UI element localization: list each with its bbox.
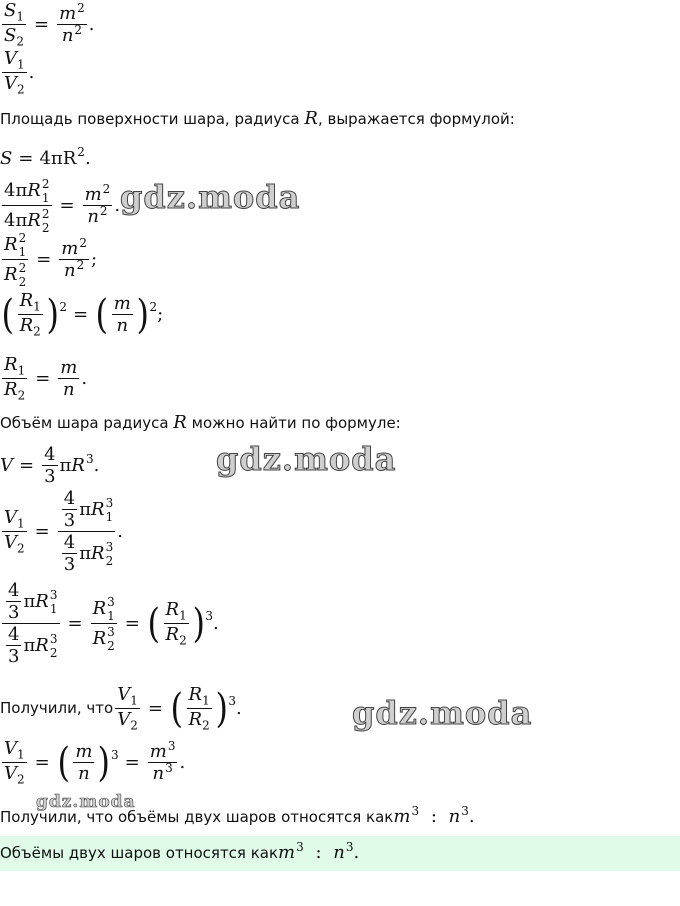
- equation-area-ratio-radius: 4πR 2 1 4πR 2 2 = $\frac{m^2}{n^2}$ .: [4, 177, 121, 235]
- equation-radius-ratio: $\frac{R_1}{R_2}$ = $\frac{m}{n}$ .: [4, 354, 88, 403]
- equation-volume-ratio-expanded: $\frac{V_1}{V_2}$ = $\frac{4}{3}$ π R 3 1 $\frac{4}{3}$ π R 3 2 .: [4, 488, 123, 575]
- watermark-logo-4: gdz.moda: [36, 792, 136, 812]
- watermark-logo-3: gdz.moda: [352, 694, 533, 732]
- equation-squared-parens: ( $\frac{R_1}{R_2}$ ) 2 = ( $\frac{m}{n}$ ) 2 ;: [1, 290, 164, 339]
- equation-volume-ratio-final: $\frac{V_1}{V_2}$ = ( $\frac{m}{n}$ ) 3 = $\frac{m^3}{n^3}$ .: [4, 738, 186, 787]
- watermark-logo-2: gdz.moda: [216, 440, 397, 478]
- equation-area-ratio: $\frac{S_1}{S_2}$ = $\frac{m^2}{n^2}$ .: [4, 0, 95, 49]
- equation-sphere-volume: V = $\frac{4}{3}$ π R 3 .: [0, 444, 100, 487]
- watermark-logo-1: gdz.moda: [120, 178, 301, 216]
- text-answer: Объёмы двух шаров относятся как $m^3$ : $n^3$.: [0, 840, 360, 863]
- equation-volume-ratio-fraction: $\frac{V_1}{V_2}$ .: [4, 48, 35, 97]
- equation-radius-squared-ratio: R 2 1 R 2 2 = $\frac{m^2}{n^2}$ ;: [4, 231, 98, 289]
- equation-sphere-area: S = 4π R 2 .: [0, 145, 91, 169]
- equation-volume-simplification: $\frac{4}{3}$ π R 3 1 $\frac{4}{3}$ π R 3 2 = R 3 1 R 3 2 = ( $\frac{R_1}{R_2}$ ) 3 .: [0, 582, 219, 666]
- text-conclusion: Получили, что объёмы двух шаров относятся как $m^3$ : $n^3$.: [0, 804, 475, 827]
- text-area-formula-intro: Площадь поверхности шара, радиуса R, выражается формулой:: [0, 108, 515, 129]
- text-volume-intro: Объём шара радиуса R можно найти по формуле:: [0, 412, 401, 433]
- equation-got-volume-ratio: Получили, что $\frac{V_1}{V_2}$ = ( $\frac{R_1}{R_2}$ ) 3 .: [0, 684, 242, 733]
